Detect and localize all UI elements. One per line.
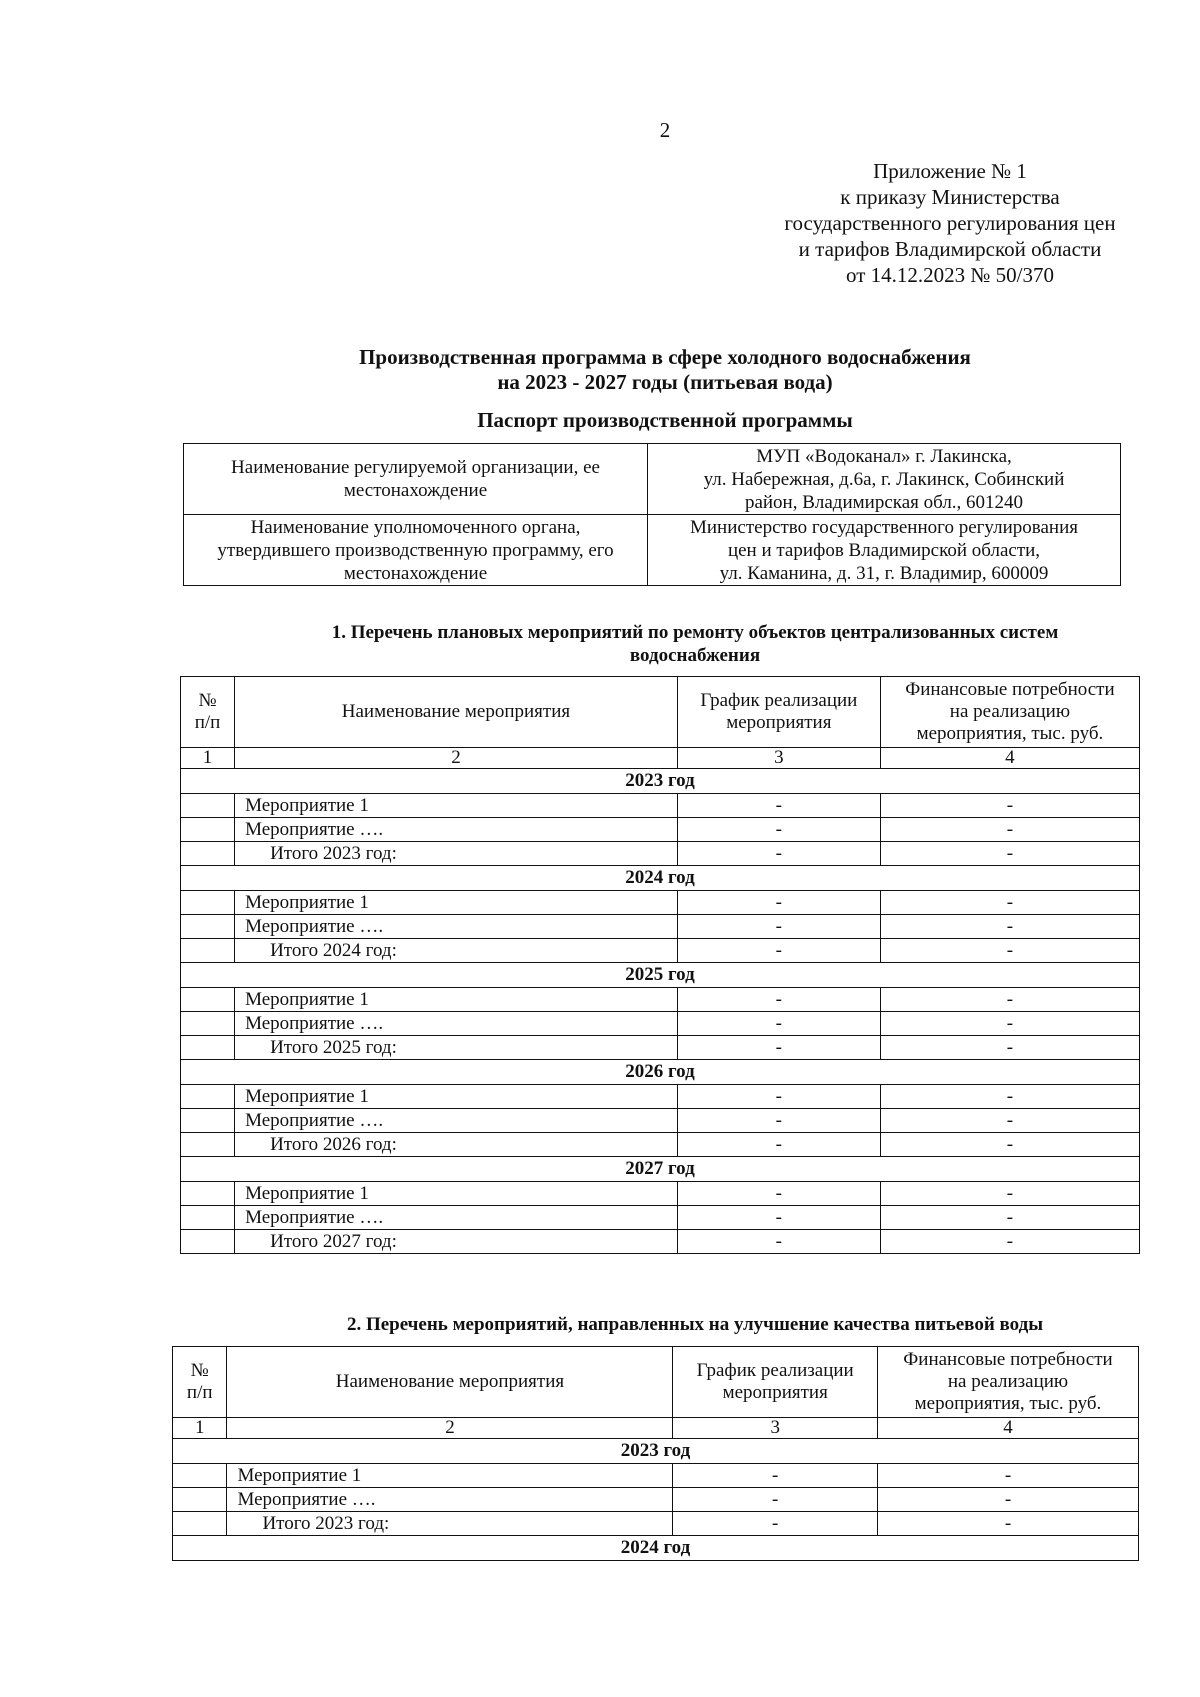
cell-line: ул. Набережная, д.6а, г. Лакинск, Собинский <box>703 468 1065 490</box>
column-header-finance <box>880 677 1139 748</box>
year-label: 2023 год <box>173 1439 1139 1464</box>
cell-line: мероприятия, тыс. руб. <box>914 1393 1102 1414</box>
column-header-number <box>181 677 235 748</box>
passport-row <box>184 444 1121 515</box>
table-row <box>173 1488 1139 1512</box>
event-schedule: - <box>673 1488 878 1512</box>
year-row <box>173 1439 1139 1464</box>
row-number-cell <box>181 1182 235 1206</box>
table-row <box>181 1109 1140 1133</box>
total-schedule: - <box>673 1512 878 1536</box>
document-title <box>200 345 1130 395</box>
table-header-row <box>181 677 1140 748</box>
year-label: 2027 год <box>181 1157 1140 1182</box>
cell-line: Наименование регулируемой организации, ее <box>231 457 600 478</box>
total-row <box>173 1512 1139 1536</box>
appendix-header <box>740 158 1160 288</box>
total-schedule: - <box>677 1036 880 1060</box>
appendix-line: от 14.12.2023 № 50/370 <box>845 263 1055 287</box>
row-number-cell <box>181 1230 235 1254</box>
event-name: Мероприятие 1 <box>235 794 678 818</box>
event-schedule: - <box>677 988 880 1012</box>
passport-title: Паспорт производственной программы <box>477 408 853 432</box>
row-number-cell <box>181 1036 235 1060</box>
table-row <box>181 891 1140 915</box>
passport-value-cell <box>648 515 1121 586</box>
appendix-line: и тарифов Владимирской области <box>798 237 1102 261</box>
row-number-cell <box>181 1085 235 1109</box>
cell-line: утвердившего производственную программу, его <box>217 539 614 561</box>
event-name: Мероприятие …. <box>235 915 678 939</box>
table-row <box>173 1464 1139 1488</box>
appendix-line: к приказу Министерства <box>840 185 1060 209</box>
passport-value-cell <box>648 444 1121 515</box>
passport-table <box>183 443 1121 586</box>
appendix-line: Приложение № 1 <box>873 159 1027 183</box>
total-label: Итого 2027 год: <box>235 1230 678 1254</box>
cell-line: МУП «Водоканал» г. Лакинска, <box>756 445 1012 467</box>
row-number-cell <box>181 915 235 939</box>
row-number-cell <box>181 842 235 866</box>
event-schedule: - <box>677 891 880 915</box>
total-row <box>181 1036 1140 1060</box>
event-finance: - <box>880 818 1139 842</box>
event-finance: - <box>880 1206 1139 1230</box>
table-header-row <box>173 1347 1139 1418</box>
column-numbers-row <box>181 748 1140 769</box>
section1-title-line: 1. Перечень плановых мероприятий по ремонту объектов централизованных систем <box>331 622 1059 643</box>
total-schedule: - <box>677 939 880 963</box>
event-finance: - <box>880 1109 1139 1133</box>
total-finance: - <box>880 1230 1139 1254</box>
event-name: Мероприятие …. <box>227 1488 673 1512</box>
page-number: 2 <box>659 118 671 142</box>
column-header-schedule <box>673 1347 878 1418</box>
total-label: Итого 2023 год: <box>235 842 678 866</box>
cell-line: Финансовые потребности <box>905 679 1115 700</box>
year-label: 2024 год <box>173 1536 1139 1561</box>
column-header-name: Наименование мероприятия <box>235 677 678 748</box>
table-row <box>181 794 1140 818</box>
cell-line: цен и тарифов Владимирской области, <box>727 539 1041 561</box>
event-name: Мероприятие 1 <box>227 1464 673 1488</box>
row-number-cell <box>181 1133 235 1157</box>
total-finance: - <box>877 1512 1138 1536</box>
cell-line: п/п <box>186 1382 213 1403</box>
column-header-name: Наименование мероприятия <box>227 1347 673 1418</box>
row-number-cell <box>181 988 235 1012</box>
event-finance: - <box>880 1012 1139 1036</box>
event-schedule: - <box>677 1085 880 1109</box>
event-schedule: - <box>677 1206 880 1230</box>
section1-title <box>230 621 1160 667</box>
column-number-cell: 4 <box>880 748 1139 769</box>
event-finance: - <box>880 988 1139 1012</box>
row-number-cell <box>181 891 235 915</box>
total-row <box>181 1230 1140 1254</box>
total-schedule: - <box>677 842 880 866</box>
year-row <box>181 769 1140 794</box>
event-finance: - <box>880 915 1139 939</box>
event-schedule: - <box>677 1109 880 1133</box>
table-row <box>181 1182 1140 1206</box>
total-label: Итого 2024 год: <box>235 939 678 963</box>
cell-line: ул. Каманина, д. 31, г. Владимир, 600009 <box>719 562 1049 584</box>
cell-line: № <box>190 1360 209 1381</box>
event-schedule: - <box>677 794 880 818</box>
cell-line: местонахождение <box>343 480 488 501</box>
row-number-cell <box>173 1464 227 1488</box>
year-label: 2025 год <box>181 963 1140 988</box>
event-schedule: - <box>673 1464 878 1488</box>
cell-line: п/п <box>194 712 221 733</box>
total-label: Итого 2025 год: <box>235 1036 678 1060</box>
event-finance: - <box>880 1182 1139 1206</box>
total-row <box>181 939 1140 963</box>
column-number-cell: 4 <box>877 1418 1138 1439</box>
cell-line: на реализацию <box>947 1371 1069 1392</box>
table-row <box>181 915 1140 939</box>
cell-line: Финансовые потребности <box>903 1349 1113 1370</box>
row-number-cell <box>173 1512 227 1536</box>
cell-line: График реализации <box>700 690 858 711</box>
row-number-cell <box>181 1109 235 1133</box>
total-row <box>181 1133 1140 1157</box>
year-row <box>181 866 1140 891</box>
event-schedule: - <box>677 818 880 842</box>
passport-row <box>184 515 1121 586</box>
document-title-line: Производственная программа в сфере холодного водоснабжения <box>359 345 971 369</box>
event-name: Мероприятие …. <box>235 1206 678 1230</box>
event-schedule: - <box>677 915 880 939</box>
water-quality-events-table <box>172 1346 1139 1561</box>
row-number-cell <box>181 1206 235 1230</box>
passport-label-cell <box>184 515 648 586</box>
column-number-cell: 1 <box>181 748 235 769</box>
cell-line: № <box>198 690 217 711</box>
row-number-cell <box>181 794 235 818</box>
event-name: Мероприятие 1 <box>235 1085 678 1109</box>
cell-line: район, Владимирская обл., 601240 <box>744 491 1024 513</box>
event-schedule: - <box>677 1182 880 1206</box>
event-finance: - <box>880 891 1139 915</box>
cell-line: График реализации <box>696 1360 854 1381</box>
cell-line: на реализацию <box>949 701 1071 722</box>
total-label: Итого 2023 год: <box>227 1512 673 1536</box>
event-name: Мероприятие …. <box>235 1012 678 1036</box>
passport-label-cell <box>184 444 648 515</box>
document-title-line: на 2023 - 2027 годы (питьевая вода) <box>497 370 833 394</box>
table-row <box>181 818 1140 842</box>
event-finance: - <box>880 794 1139 818</box>
total-finance: - <box>880 939 1139 963</box>
event-name: Мероприятие …. <box>235 1109 678 1133</box>
cell-line: мероприятия <box>722 1382 828 1403</box>
column-numbers-row <box>173 1418 1139 1439</box>
row-number-cell <box>173 1488 227 1512</box>
event-name: Мероприятие …. <box>235 818 678 842</box>
cell-line: мероприятия <box>726 712 832 733</box>
total-schedule: - <box>677 1230 880 1254</box>
year-row <box>181 963 1140 988</box>
column-number-cell: 2 <box>227 1418 673 1439</box>
year-label: 2023 год <box>181 769 1140 794</box>
section1-title-line: водоснабжения <box>629 645 761 666</box>
cell-line: Наименование уполномоченного органа, <box>250 516 581 538</box>
year-row <box>181 1157 1140 1182</box>
row-number-cell <box>181 939 235 963</box>
total-finance: - <box>880 842 1139 866</box>
event-name: Мероприятие 1 <box>235 891 678 915</box>
row-number-cell <box>181 1012 235 1036</box>
event-name: Мероприятие 1 <box>235 1182 678 1206</box>
appendix-line: государственного регулирования цен <box>784 211 1116 235</box>
total-row <box>181 842 1140 866</box>
total-label: Итого 2026 год: <box>235 1133 678 1157</box>
year-row <box>173 1536 1139 1561</box>
year-row <box>181 1060 1140 1085</box>
column-header-number <box>173 1347 227 1418</box>
repair-events-table <box>180 676 1140 1254</box>
event-finance: - <box>877 1488 1138 1512</box>
total-finance: - <box>880 1133 1139 1157</box>
year-label: 2024 год <box>181 866 1140 891</box>
table-row <box>181 1206 1140 1230</box>
event-name: Мероприятие 1 <box>235 988 678 1012</box>
row-number-cell <box>181 818 235 842</box>
section2-title: 2. Перечень мероприятий, направленных на улучшение качества питьевой воды <box>346 1314 1044 1335</box>
table-row <box>181 988 1140 1012</box>
cell-line: местонахождение <box>343 562 488 584</box>
event-finance: - <box>880 1085 1139 1109</box>
cell-line: мероприятия, тыс. руб. <box>916 723 1104 744</box>
event-finance: - <box>877 1464 1138 1488</box>
column-header-schedule <box>677 677 880 748</box>
table-row <box>181 1012 1140 1036</box>
year-label: 2026 год <box>181 1060 1140 1085</box>
column-number-cell: 1 <box>173 1418 227 1439</box>
column-number-cell: 3 <box>677 748 880 769</box>
cell-line: Министерство государственного регулирования <box>690 516 1078 538</box>
event-schedule: - <box>677 1012 880 1036</box>
column-number-cell: 2 <box>235 748 678 769</box>
total-finance: - <box>880 1036 1139 1060</box>
table-row <box>181 1085 1140 1109</box>
column-number-cell: 3 <box>673 1418 878 1439</box>
column-header-finance <box>877 1347 1138 1418</box>
total-schedule: - <box>677 1133 880 1157</box>
